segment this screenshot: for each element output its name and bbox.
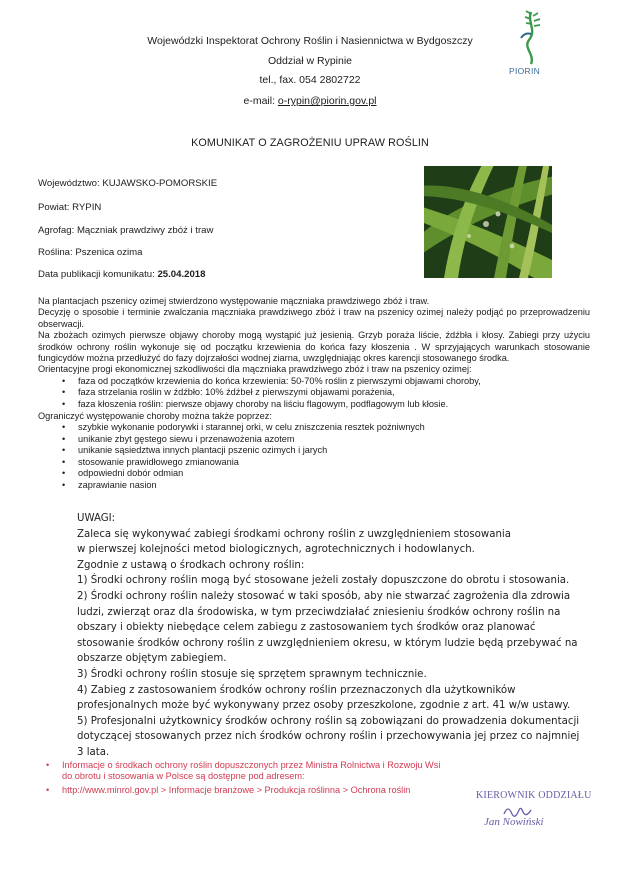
list-item: • unikanie zbyt gęstego siewu i przenawożenia azotem: [38, 434, 590, 446]
paragraph: Orientacyjne progi ekonomicznej szkodliwości dla mączniaka prawdziwego zbóż i traw na pszenicy ozimej:: [38, 364, 472, 375]
info-line: do obrotu i stosowania w Polsce są dostępne pod adresem:: [62, 771, 305, 782]
list-item: • faza strzelania roślin w źdźbło: 10% źdźbeł z pierwszymi objawami porażenia,: [38, 387, 590, 399]
info-link[interactable]: http://www.minrol.gov.pl > Informacje branżowe > Produkcja roślinna > Ochrona roślin: [62, 784, 411, 795]
field-label: Województwo:: [38, 178, 103, 189]
list-item: • szybkie wykonanie podorywki i starannej orki, w celu zniszczenia resztek pożniwnych: [38, 422, 590, 434]
notes-line: 2) Środki ochrony roślin należy stosować w taki sposób, aby nie stwarzać zagrożenia dla zdrowia: [77, 590, 571, 602]
notes-line: 3) Środki ochrony roślin stosuje się sprzętem sprawnym technicznie.: [77, 668, 427, 680]
list-item: • faza od początków krzewienia do końca krzewienia: 50-70% roślin z pierwszymi objawami choroby,: [38, 376, 590, 388]
header-email-line: [100, 95, 520, 108]
info-item: [46, 760, 486, 783]
notes-line: 3 lata.: [77, 746, 110, 758]
list-item: • faza kłoszenia roślin: pierwsze objawy choroby na liściu flagowym, podflagowym lub kłosie.: [38, 399, 590, 411]
signatory-name: Jan Nowiński: [484, 816, 544, 828]
notes-line: ludzi, zwierząt oraz dla środowiska, w tym przeciwdziałać zniesieniu środków ochrony roślin na: [77, 606, 561, 618]
field-plant: [38, 247, 143, 259]
info-section: [46, 760, 486, 796]
list-item: • unikanie sąsiedztwa innych plantacji pszenic ozimych i jarych: [38, 445, 590, 457]
paragraph: Na zbożach ozimych pierwsze objawy choroby mogą wystąpić już jesienią. Grzyb poraża liście, źdźbła i kłosy. Zabiegi przy użyciu środków ochrony roślin wykonuje się od początku krzewienia do końca fazy kłoszenia . W sprzyjających warunkach stosowanie fungicydów można przedłużyć do fazy dojrzałości wodnej ziarna, uwzględniając okres karencji stosowanego środka.: [38, 330, 590, 364]
notes-line: 5) Profesjonalni użytkownicy środków ochrony roślin są zobowiązani do prowadzenia dokumentacji: [77, 715, 580, 727]
paragraph: Na plantacjach pszenicy ozimej stwierdzono występowanie mączniaka prawdziwego zbóż i traw.: [38, 296, 430, 306]
list-item: • stosowanie prawidłowego zmianowania: [38, 457, 590, 469]
field-value: KUJAWSKO-POMORSKIE: [102, 178, 218, 189]
notes-line: w pierwszej kolejności metod biologicznych, agrotechnicznych i hodowlanych.: [77, 544, 475, 556]
notes-line: dotyczącej stosowanych przez nich środków ochrony roślin i przechowywania jej przez co najmniej: [77, 731, 580, 743]
notes-line: 4) Zabieg z zastosowaniem środków ochrony roślin przeznaczonych dla użytkowników: [77, 684, 516, 696]
info-item: [46, 785, 486, 796]
field-county: [38, 202, 101, 214]
field-label: Data publikacji komunikatu:: [38, 269, 158, 280]
notes-line: 1) Środki ochrony roślin mogą być stosowane jeżeli zostały dopuszczone do obrotu i stosowania.: [77, 575, 570, 587]
notes-line: Zgodnie z ustawą o środkach ochrony roślin:: [77, 559, 305, 571]
wheat-photo-image: [424, 166, 552, 278]
bullet-icon: •: [46, 760, 50, 770]
field-label: Agrofag:: [38, 225, 77, 236]
notes-heading: UWAGI:: [77, 513, 116, 524]
wheat-photo: [424, 166, 552, 278]
info-line: Informacje o środkach ochrony roślin dopuszczonych przez Ministra Rolnictwa i Rozwoju Wsi: [62, 760, 441, 770]
paragraph: Ograniczyć występowanie choroby można także poprzez:: [38, 410, 272, 421]
stamp-title: KIEROWNIK ODDZIAŁU: [476, 790, 592, 801]
field-label: Roślina:: [38, 247, 76, 258]
field-label: Powiat:: [38, 202, 73, 213]
header-phone: tel., fax. 054 2802722: [259, 74, 361, 86]
header-institution: Wojewódzki Inspektorat Ochrony Roślin i Nasiennictwa w Bydgoszczy: [147, 35, 473, 47]
header-branch: Oddział w Rypinie: [267, 55, 353, 67]
threshold-list: [38, 376, 590, 411]
list-item: • zaprawianie nasion: [38, 480, 590, 492]
bullet-icon: •: [46, 784, 50, 795]
list-item: • odpowiedni dobór odmian: [38, 468, 590, 480]
field-value: Pszenica ozima: [75, 247, 143, 258]
notes-line: obszarze objętym zabiegiem.: [77, 653, 227, 665]
field-voivodeship: [38, 178, 217, 190]
paragraph: Decyzję o sposobie i terminie zwalczania mączniaka prawdziwego zbóż i traw na pszenicy ozimej należy podjąć po przeprowadzeniu obserwacji.: [38, 307, 590, 329]
page-title: KOMUNIKAT O ZAGROŻENIU UPRAW ROŚLIN: [191, 137, 429, 149]
notes-line: profesjonalnych może być wykonywany przez osoby przeszkolone, zgodnie z art. 41 w/w ustawy.: [77, 700, 571, 712]
notes-line: Zaleca się wykonywać zabiegi środkami ochrony roślin z uwzględnieniem stosowania: [77, 528, 511, 540]
email-link[interactable]: o-rypin@piorin.gov.pl: [277, 95, 377, 107]
field-value: Mączniak prawdziwy zbóż i traw: [76, 225, 214, 236]
email-label: e-mail:: [243, 95, 278, 107]
notes-line: obszary i obiekty niebędące celem zabiegu z zastosowaniem tych środków oraz planować: [77, 622, 536, 634]
field-date: [38, 269, 205, 281]
logo-text: PIORIN: [509, 66, 541, 76]
body-text: [38, 296, 590, 492]
field-value: 25.04.2018: [157, 269, 206, 280]
field-value: RYPIN: [72, 202, 102, 213]
field-pest: [38, 225, 213, 237]
measures-list: [38, 422, 590, 492]
notes-section: [77, 511, 582, 761]
notes-line: stosowanie środków ochrony roślin z uwzględnieniem okresu, w którym ludzie będą przebywać na: [77, 637, 578, 649]
